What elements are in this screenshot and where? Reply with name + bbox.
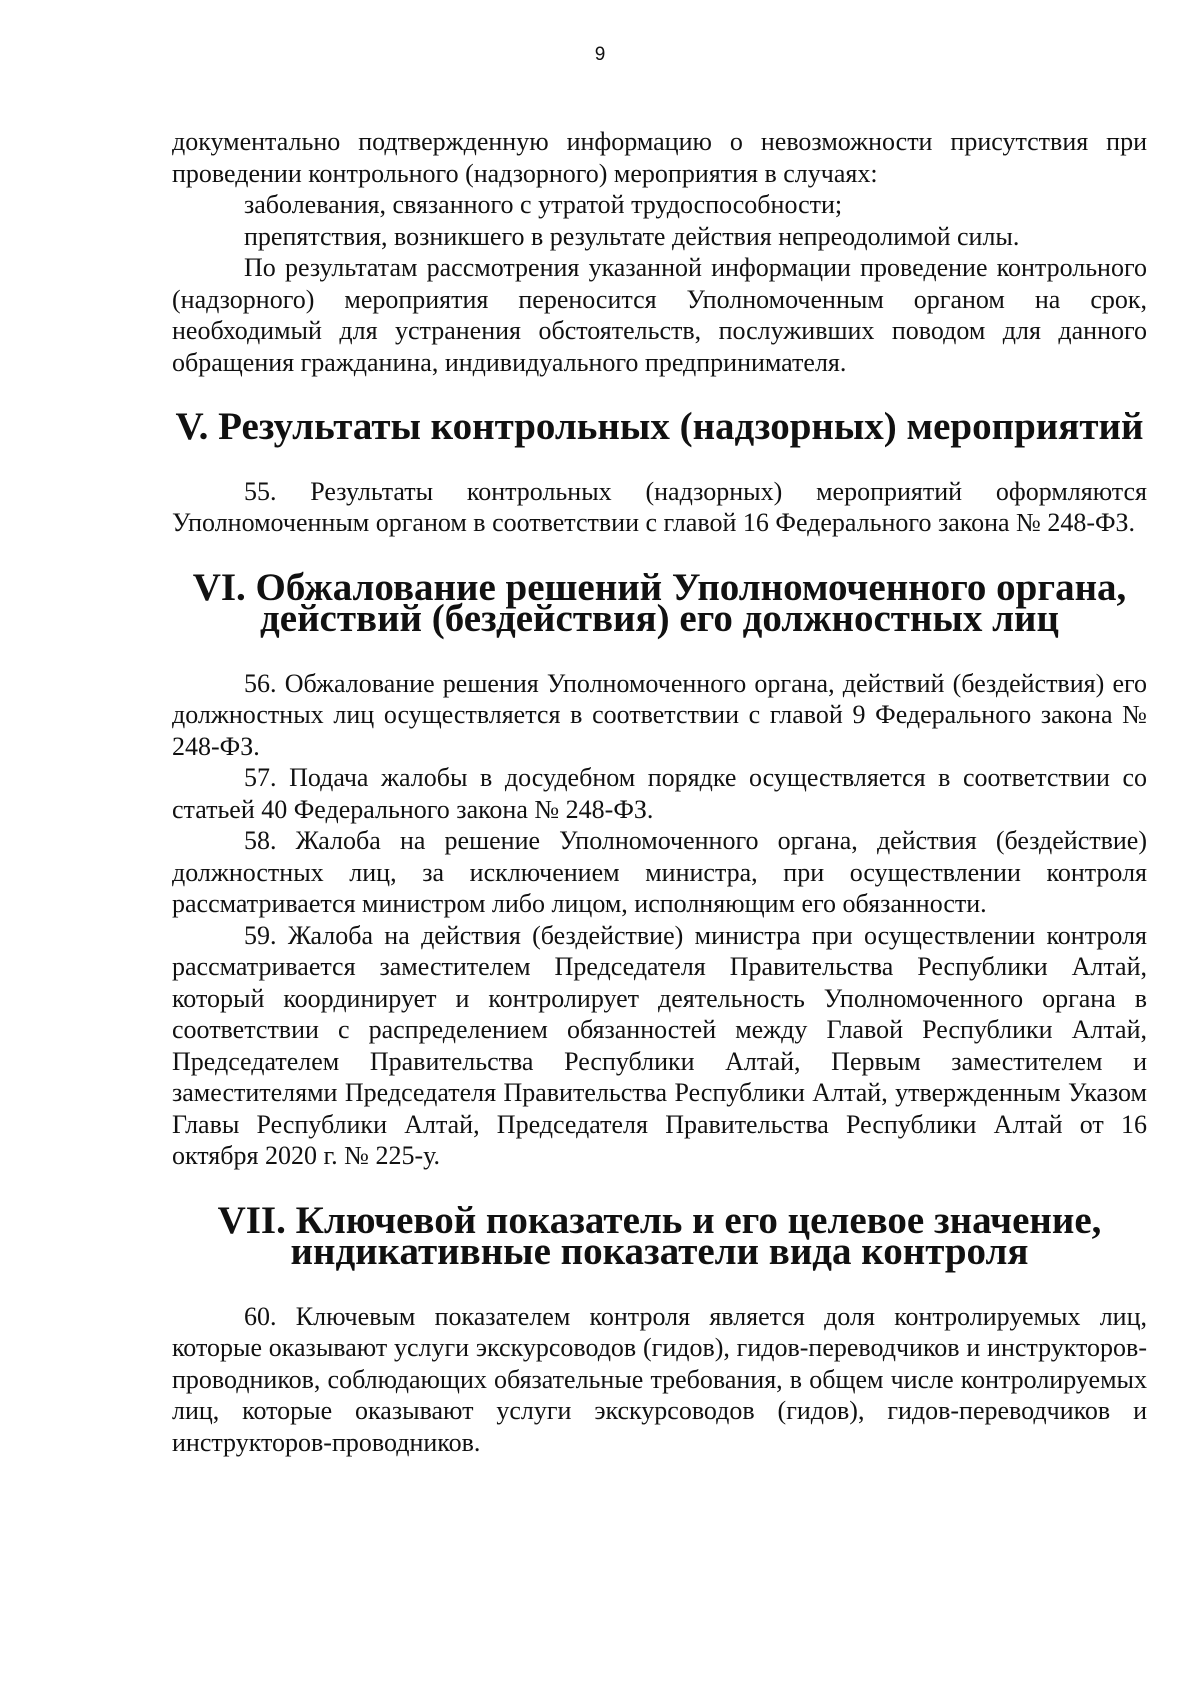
paragraph-force-majeure: препятствия, возникшего в результате действия непреодолимой силы. bbox=[244, 221, 1020, 251]
paragraph-illness: заболевания, связанного с утратой трудоспособности; bbox=[244, 190, 843, 219]
paragraph-absence-info: документально подтвержденную информацию о невозможности присутствия при проведении контрольного (надзорного) мероприятия в случаях: bbox=[172, 127, 1147, 188]
section-heading-v: V. Результаты контрольных (надзорных) мероприятий bbox=[175, 405, 1144, 448]
paragraph-60: 60. Ключевым показателем контроля является доля контролируемых лиц, которые оказывают услуги экскурсоводов (гидов), гидов-переводчиков и инструкторов-проводников, соблюдающих обязательные требования, в общем числе контролируемых лиц, которые оказывают услуги экскурсоводов (гидов), гидов-переводчиков и инструкторов-проводников. bbox=[172, 1301, 1147, 1457]
paragraph-57: 57. Подача жалобы в досудебном порядке осуществляется в соответствии со статьей 40 Федерального закона № 248-ФЗ. bbox=[172, 763, 1147, 824]
paragraph-59: 59. Жалоба на действия (бездействие) министра при осуществлении контроля рассматривается заместителем Председателя Правительства Республики Алтай, который координирует и контролирует деятельность Уполномоченного органа в соответствии с распределением обязанностей между Главой Республики Алтай, Председателем Правительства Республики Алтай, Первым заместителем и заместителями Председателя Правительства Республики Алтай, утвержденным Указом Главы Республики Алтай, Председателя Правительства Республики Алтай от 16 октября 2020 г. № 225-у. bbox=[172, 920, 1147, 1170]
paragraph-55: 55. Результаты контрольных (надзорных) мероприятий оформляются Уполномоченным органом в соответствии с главой 16 Федерального закона № 248-ФЗ. bbox=[172, 476, 1147, 537]
paragraph-postponement: По результатам рассмотрения указанной информации проведение контрольного (надзорного) мероприятия переносится Уполномоченным органом на срок, необходимый для устранения обстоятельств, послуживших поводом для данного обращения гражданина, индивидуального предпринимателя. bbox=[172, 253, 1147, 377]
paragraph-56: 56. Обжалование решения Уполномоченного органа, действий (бездействия) его должностных лиц осуществляется в соответствии с главой 9 Федерального закона № 248-ФЗ. bbox=[172, 668, 1147, 761]
paragraph-58: 58. Жалоба на решение Уполномоченного органа, действия (бездействие) должностных лиц, за исключением министра, при осуществлении контроля рассматривается министром либо лицом, исполняющим его обязанности. bbox=[172, 826, 1147, 918]
section-heading-vi: VI. Обжалование решений Уполномоченного органа, действий (бездействия) его должностных лиц bbox=[192, 565, 1127, 640]
page-number: 9 bbox=[594, 44, 606, 65]
section-heading-vii: VII. Ключевой показатель и его целевое значение, индикативные показатели вида контроля bbox=[217, 1198, 1102, 1273]
document-body bbox=[172, 126, 1147, 1458]
